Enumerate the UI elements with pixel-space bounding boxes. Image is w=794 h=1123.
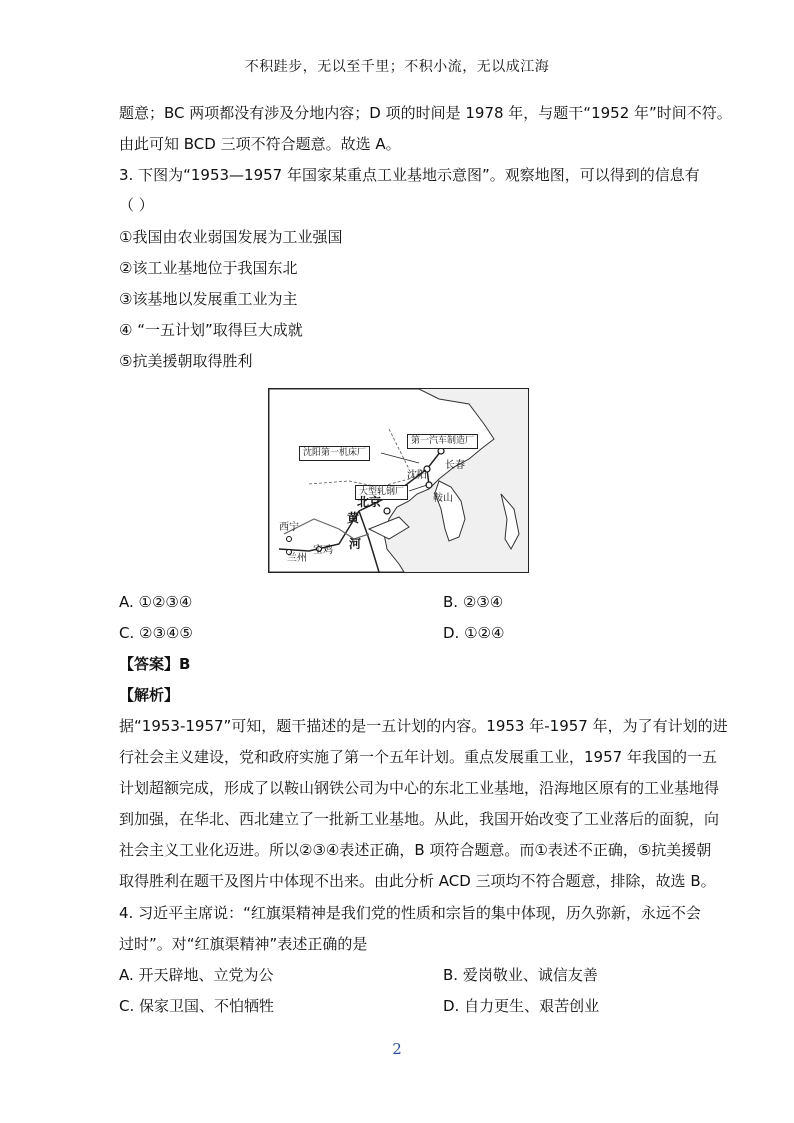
page-number: 2	[392, 1040, 402, 1058]
q4-option-a: A. 开天辟地、立党为公	[119, 966, 274, 984]
q3-answer: 【答案】B	[119, 655, 191, 673]
q3-option-a: A. ①②③④	[119, 593, 193, 611]
prev-answer-line-1: 题意；BC 两项都没有涉及分地内容；D 项的时间是 1978 年，与题干“1952 年”时间不符。	[119, 104, 732, 122]
map-city-beijing: 北京	[357, 495, 382, 509]
q3-option-d: D. ①②④	[443, 624, 505, 642]
q3-option-c: C. ②③④⑤	[119, 624, 193, 642]
q3-analysis-line-1: 据“1953-1957”可知，题干描述的是一五计划的内容。1953 年-1957 年，为了有计划的进	[119, 717, 728, 735]
q3-analysis-line-3: 计划超额完成，形成了以鞍山钢铁公司为中心的东北工业基地，沿海地区原有的工业基地得	[119, 779, 720, 797]
q3-analysis-title: 【解析】	[119, 686, 180, 704]
q3-stem-line-1: 3. 下图为“1953—1957 年国家某重点工业基地示意图”。观察地图，可以得到的信息有	[119, 166, 700, 184]
q3-item-3: ③该基地以发展重工业为主	[119, 290, 298, 308]
map-drawing	[269, 389, 528, 572]
map-label-steel-rolling-mill: 大型轧钢厂	[355, 485, 408, 500]
q3-analysis-line-6: 取得胜利在题干及图片中体现不出来。由此分析 ACD 三项均不符合题意，排除，故选 B。	[119, 872, 716, 890]
q3-item-5: ⑤抗美援朝取得胜利	[119, 352, 253, 370]
q4-option-b: B. 爱岗敬业、诚信友善	[443, 966, 598, 984]
q3-analysis-line-2: 行社会主义建设，党和政府实施了第一个五年计划。重点发展重工业，1957 年我国的一五	[119, 748, 717, 766]
prev-answer-line-2: 由此可知 BCD 三项不符合题意。故选 A。	[119, 135, 401, 153]
q4-stem-line-2: 过时”。对“红旗渠精神”表述正确的是	[119, 935, 368, 953]
map-river-label-huang: 黄	[347, 511, 360, 525]
map-city-xining: 西宁	[279, 522, 299, 533]
q4-stem-line-1: 4. 习近平主席说：“红旗渠精神是我们党的性质和宗旨的集中体现，历久弥新，永远不会	[119, 904, 701, 922]
map-city-anshan: 鞍山	[433, 493, 453, 504]
q4-option-d: D. 自力更生、艰苦创业	[443, 997, 600, 1015]
map-city-changchun: 长春	[445, 460, 465, 471]
q4-option-c: C. 保家卫国、不怕牺牲	[119, 997, 275, 1015]
map-river-label-he: 河	[349, 537, 362, 551]
q3-item-4: ④ “一五计划”取得巨大成就	[119, 321, 303, 339]
q3-option-b: B. ②③④	[443, 593, 504, 611]
q3-analysis-line-4: 到加强，在华北、西北建立了一批新工业基地。从此，我国开始改变了工业落后的面貌，向	[119, 810, 720, 828]
q3-item-2: ②该工业基地位于我国东北	[119, 259, 298, 277]
industrial-base-map	[268, 388, 529, 573]
q3-stem-line-2: （ ）	[119, 196, 154, 214]
map-label-shenyang-machine-tool: 沈阳第一机床厂	[299, 446, 370, 461]
map-label-first-auto-plant: 第一汽车制造厂	[407, 434, 478, 449]
map-city-shenyang: 沈阳	[407, 470, 427, 481]
map-city-baoji: 宝鸡	[313, 545, 333, 556]
q3-analysis-line-5: 社会主义工业化迈进。所以②③④表述正确，B 项符合题意。而①表述不正确，⑤抗美援朝	[119, 841, 712, 859]
page-header: 不积跬步，无以至千里；不积小流，无以成江海	[244, 59, 550, 75]
map-city-lanzhou: 兰州	[287, 553, 307, 564]
q3-item-1: ①我国由农业弱国发展为工业强国	[119, 228, 343, 246]
